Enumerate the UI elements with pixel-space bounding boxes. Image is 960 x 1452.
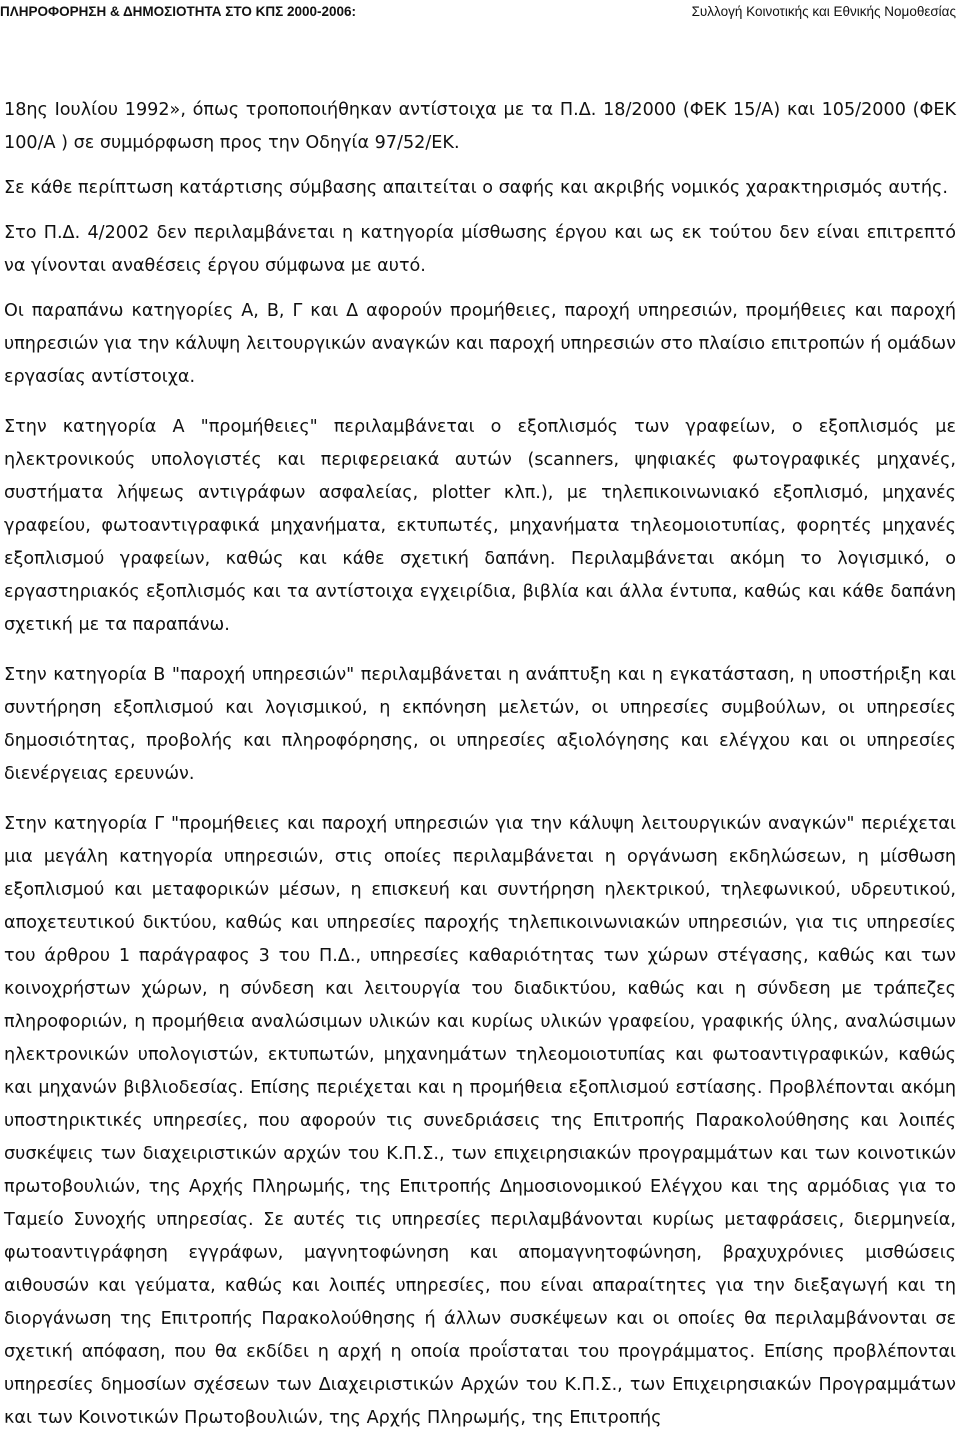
paragraph-legislation-amendments: 18ης Ιουλίου 1992», όπως τροποποιήθηκαν αντίστοιχα με τα Π.Δ. 18/2000 (ΦΕΚ 15/Α) και 105/2000 (ΦΕΚ 100/Α ) σε συμμόρφωση προς την Οδηγία 97/52/ΕΚ. bbox=[4, 100, 956, 153]
paragraph-category-a: Στην κατηγορία Α "προμήθειες" περιλαμβάνεται ο εξοπλισμός των γραφείων, ο εξοπλισμός με ηλεκτρονικούς υπολογιστές και περιφερειακά αυτών (scanners, ψηφιακές φωτογραφικές μηχανές, συστήματα λήψεως αντιγράφων ασφαλείας, plotter κλπ.), με τηλεπικοινωνιακό εξοπλισμό, μηχανές γραφείου, φωτοαντιγραφικά μηχανήματα, εκτυπωτές, μηχανήματα τηλεομοιοτυπίας, φορητές μηχανές εξοπλισμού γραφείων, καθώς και κάθε σχετική δαπάνη. Περιλαμβάνεται ακόμη το λογισμικό, ο εργαστηριακός εξοπλισμός και τα αντίστοιχα εγχειρίδια, βιβλία και άλλα έντυπα, καθώς και κάθε δαπάνη σχετική με τα παραπάνω. bbox=[4, 417, 956, 635]
document-body bbox=[4, 94, 956, 1452]
paragraph-category-b: Στην κατηγορία Β "παροχή υπηρεσιών" περιλαμβάνεται η ανάπτυξη και η εγκατάσταση, η υποστήριξη και συντήρηση εξοπλισμού και λογισμικού, η εκπόνηση μελετών, οι υπηρεσίες συμβούλων, οι υπηρεσίες δημοσιότητας, προβολής και πληροφόρησης, οι υπηρεσίες αξιολόγησης και ελέγχου και οι υπηρεσίες διενέργειας ερευνών. bbox=[4, 665, 956, 784]
paragraph-contract-characterization: Σε κάθε περίπτωση κατάρτισης σύμβασης απαιτείται ο σαφής και ακριβής νομικός χαρακτηρισμός αυτής. bbox=[4, 178, 948, 198]
page-header bbox=[0, 0, 960, 30]
paragraph-category-c: Στην κατηγορία Γ "προμήθειες και παροχή υπηρεσιών για την κάλυψη λειτουργικών αναγκών" περιέχεται μια μεγάλη κατηγορία υπηρεσιών, στις οποίες περιλαμβάνεται η οργάνωση εκδηλώσεων, η μίσθωση εξοπλισμού και μεταφορικών μέσων, η επισκευή και συντήρηση ηλεκτρικού, τηλεφωνικού, υδρευτικού, αποχετευτικού δικτύου, καθώς και υπηρεσίες παροχής τηλεπικοινωνιακών υπηρεσιών, για τις υπηρεσίες του άρθρου 1 παράγραφος 3 του Π.Δ., υπηρεσίες καθαριότητας των χώρων στέγασης, καθώς και των κοινοχρήστων χώρων, η σύνδεση και λειτουργία του διαδικτύου, καθώς και η σύνδεση με τράπεζες πληροφοριών, η προμήθεια αναλώσιμων υλικών και κυρίως υλικών γραφείου, γραφικής ύλης, αναλώσιμων ηλεκτρονικών υπολογιστών, εκτυπωτών, μηχανημάτων τηλεομοιοτυπίας και φωτοαντιγραφικών, καθώς και μηχανών βιβλιοδεσίας. Επίσης περιέχεται και η προμήθεια εξοπλισμού εστίασης. Προβλέπονται ακόμη υποστηρικτικές υπηρεσίες, που αφορούν τις συνεδριάσεις της Επιτροπής Παρακολούθησης και λοιπές συσκέψεις των διαχειριστικών αρχών του Κ.Π.Σ., των επιχειρησιακών προγραμμάτων και των κοινοτικών πρωτοβουλιών, της Αρχής Πληρωμής, της Επιτροπής Δημοσιονομικού Ελέγχου και της αρμόδιας για το Ταμείο Συνοχής υπηρεσίας. Σε αυτές τις υπηρεσίες περιλαμβάνονται κυρίως μεταφράσεις, διερμηνεία, φωτοαντιγράφηση εγγράφων, μαγνητοφώνηση και απομαγνητοφώνηση, βραχυχρόνιες μισθώσεις αιθουσών και γεύματα, καθώς και λοιπές υπηρεσίες, που είναι απαραίτητες για την διεξαγωγή και τη διοργάνωση της Επιτροπής Παρακολούθησης ή άλλων συσκέψεων και οι οποίες θα περιλαμβάνονται σε σχετική απόφαση, που θα εκδίδει η αρχή η οποία προΐσταται του προγράμματος. Επίσης προβλέπονται υπηρεσίες δημοσίων σχέσεων των Διαχειριστικών Αρχών του Κ.Π.Σ., των Επιχειρησιακών Προγραμμάτων και των Κοινοτικών Πρωτοβουλιών, της Αρχής Πληρωμής, της Επιτροπής bbox=[4, 814, 956, 1428]
header-title: ΠΛΗΡΟΦΟΡΗΣΗ & ΔΗΜΟΣΙΟΤΗΤΑ ΣΤΟ ΚΠΣ 2000-2006: bbox=[0, 4, 356, 19]
paragraph-pd-4-2002: Στο Π.Δ. 4/2002 δεν περιλαμβάνεται η κατηγορία μίσθωσης έργου και ως εκ τούτου δεν είναι επιτρεπτό να γίνονται αναθέσεις έργου σύμφωνα με αυτό. bbox=[4, 223, 956, 276]
header-collection-title: Συλλογή Κοινοτικής και Εθνικής Νομοθεσίας bbox=[691, 4, 956, 19]
paragraph-categories-overview: Οι παραπάνω κατηγορίες Α, Β, Γ και Δ αφορούν προμήθειες, παροχή υπηρεσιών, προμήθειες και παροχή υπηρεσιών για την κάλυψη λειτουργικών αναγκών και παροχή υπηρεσιών στο πλαίσιο επιτροπών ή ομάδων εργασίας αντίστοιχα. bbox=[4, 301, 956, 387]
